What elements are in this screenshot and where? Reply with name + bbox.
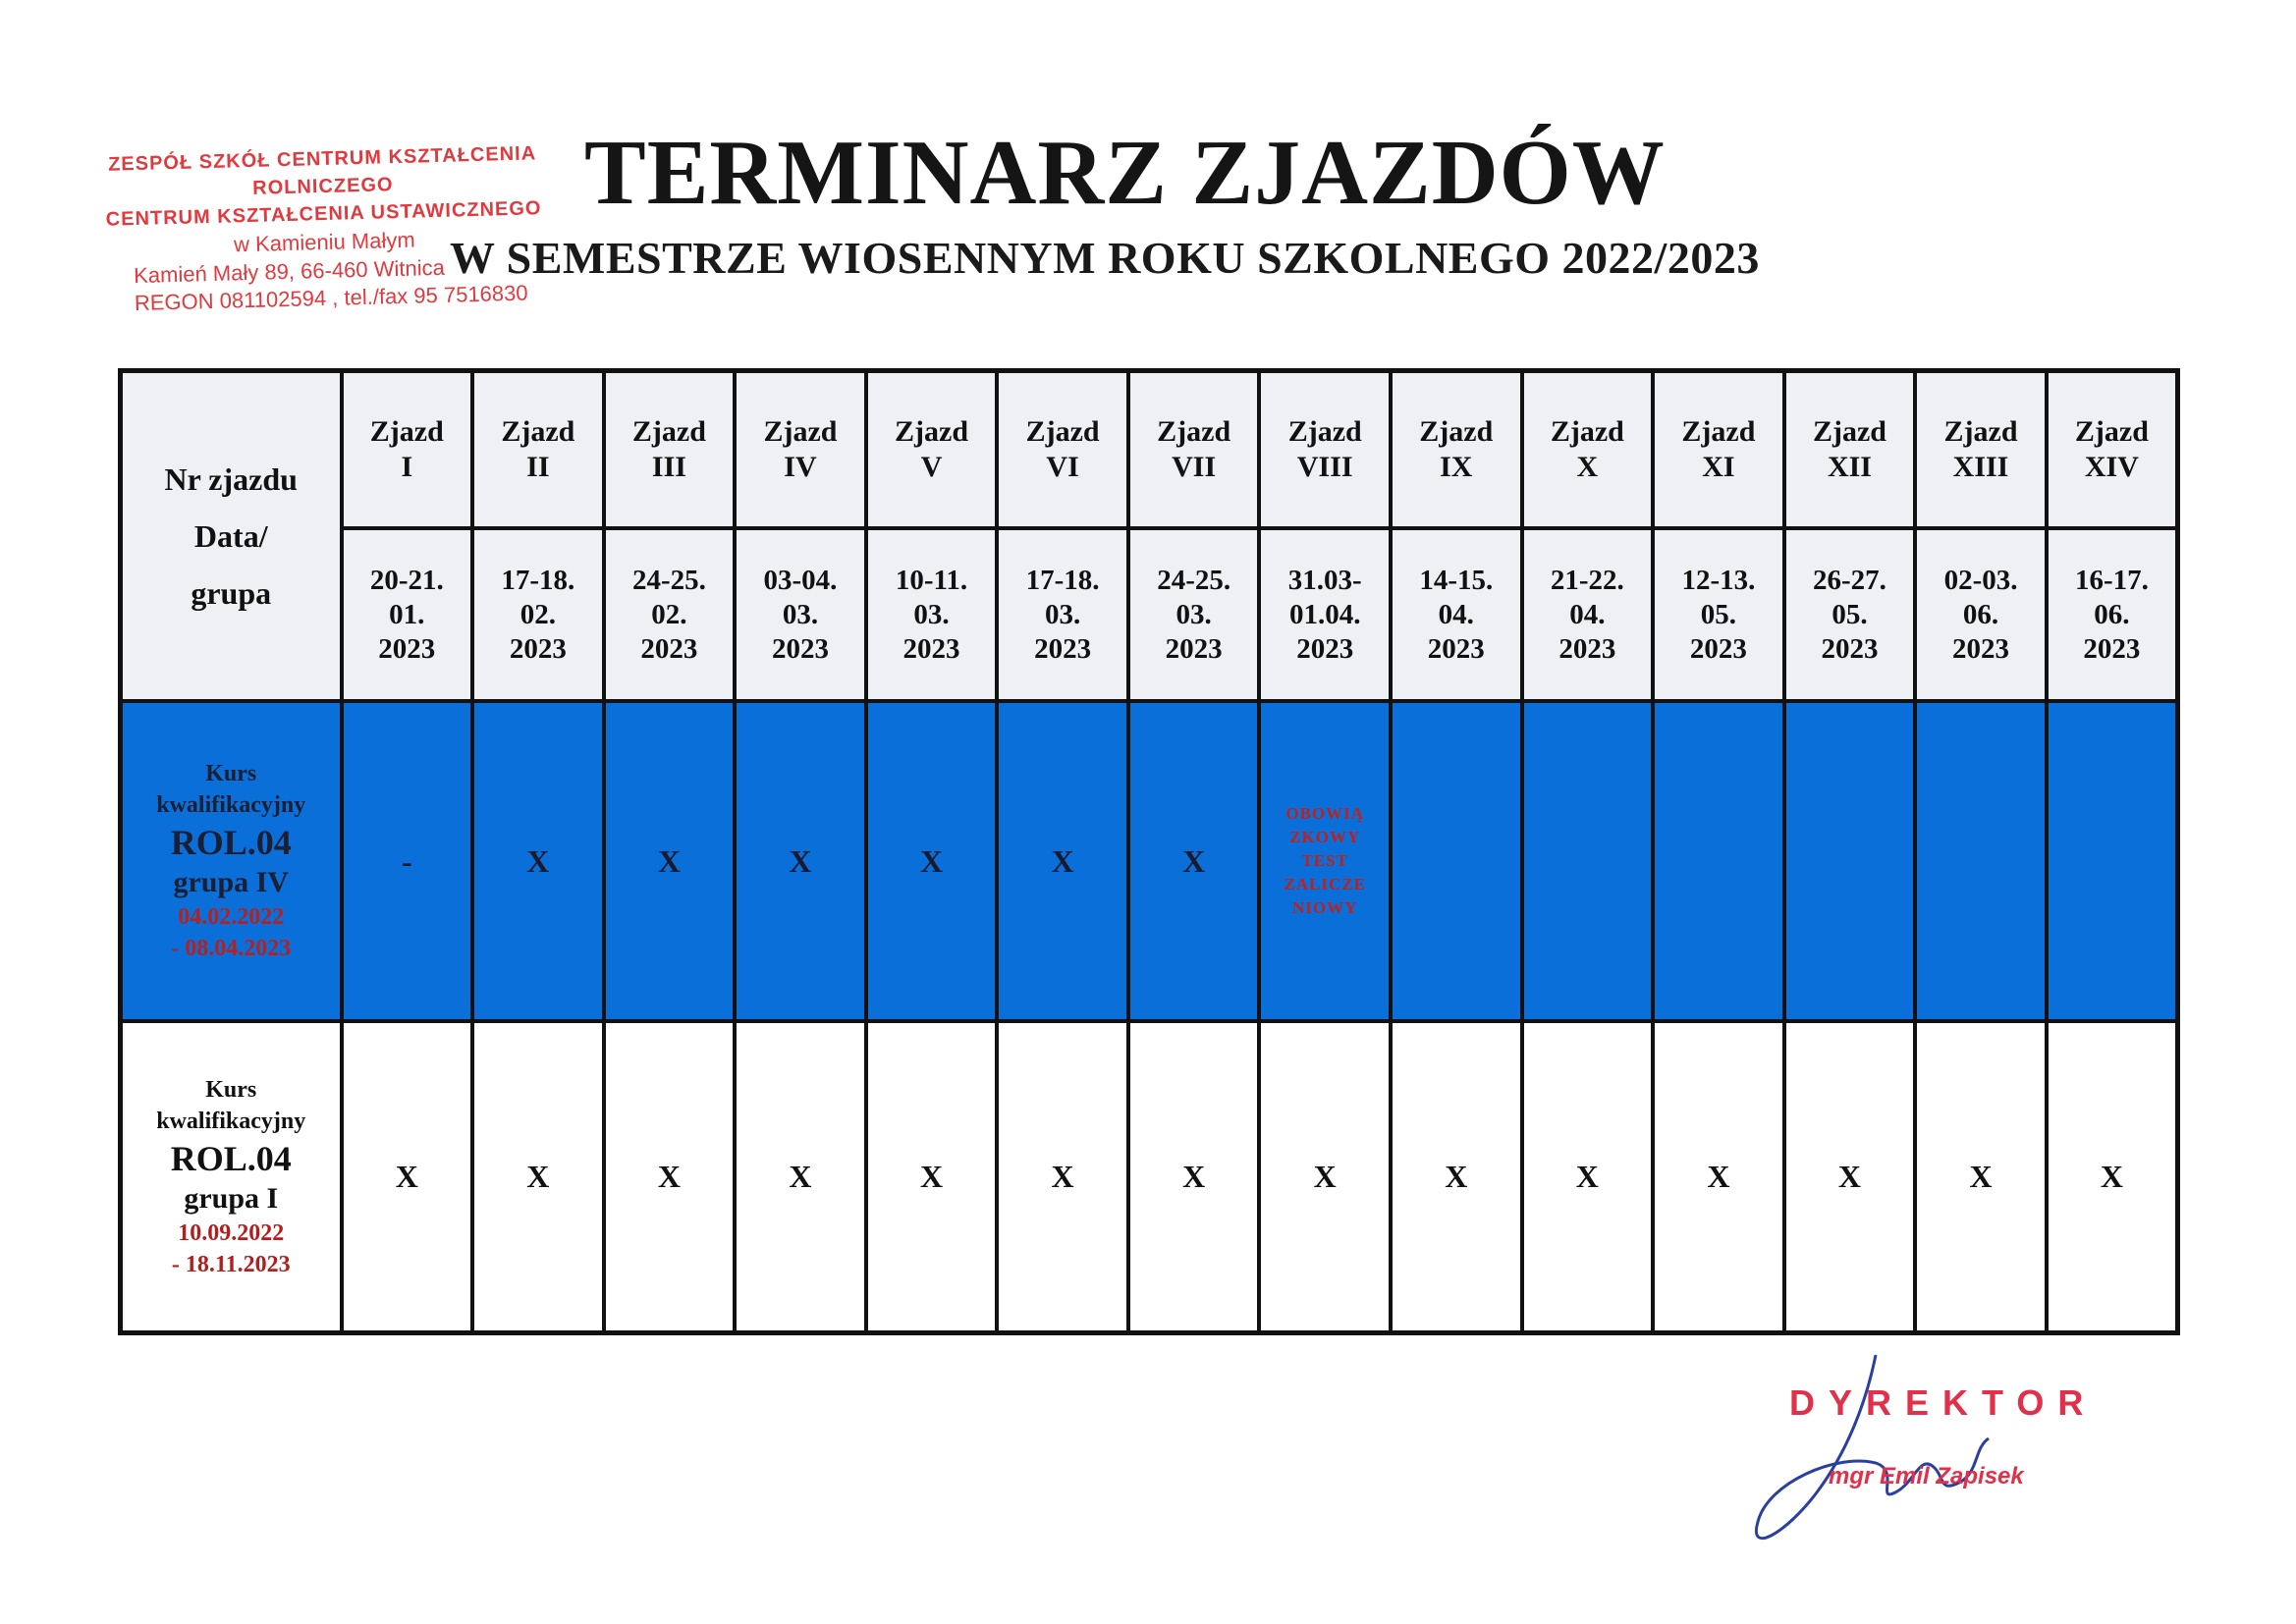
zjazd-header-1 — [342, 371, 473, 529]
zjazd-date-line-1: 24-25. — [1157, 564, 1231, 596]
attendance-cell — [1915, 1021, 2047, 1332]
zjazd-number: II — [526, 451, 550, 484]
zjazd-date-line-2: 06. — [2094, 598, 2130, 630]
zjazd-date-line-1: 31.03- — [1287, 564, 1362, 596]
corner-data: Data/ — [193, 517, 268, 554]
attendance-cell — [735, 701, 866, 1022]
zjazd-date-line-2: 03. — [913, 598, 950, 630]
group-date-start: 04.02.2022 — [178, 904, 285, 931]
stamp-line-2: CENTRUM KSZTAŁCENIA USTAWICZNEGO — [105, 197, 542, 231]
zjazd-date-line-3: 2023 — [1296, 632, 1354, 665]
attendance-cell — [866, 1021, 998, 1332]
exam-note-line: ZKOWY — [1289, 828, 1361, 847]
zjazd-number: IV — [784, 451, 817, 484]
attendance-mark: X — [1051, 1159, 1074, 1195]
zjazd-header-5 — [866, 371, 998, 529]
zjazd-header-9 — [1391, 371, 1522, 529]
page-subtitle: W SEMESTRZE WIOSENNYM ROKU SZKOLNEGO 2022/2023 — [450, 233, 1760, 283]
zjazd-date-2 — [472, 528, 604, 700]
zjazd-date-line-1: 20-21. — [369, 564, 444, 596]
attendance-cell — [2047, 1021, 2178, 1332]
group-row-i — [121, 1021, 2178, 1332]
signature-scribble — [1728, 1345, 2043, 1561]
zjazd-header-13 — [1915, 371, 2047, 529]
zjazd-date-line-3: 2023 — [378, 632, 436, 665]
attendance-mark: X — [919, 842, 944, 879]
zjazd-date-10 — [1522, 528, 1654, 700]
group-code: ROL.04 — [170, 1138, 292, 1178]
zjazd-number: VI — [1046, 451, 1079, 484]
zjazd-label: Zjazd — [1419, 415, 1494, 449]
zjazd-date-line-2: 01.04. — [1288, 598, 1361, 630]
header-row-dates — [121, 528, 2178, 700]
zjazd-label: Zjazd — [763, 415, 838, 449]
zjazd-date-line-3: 2023 — [2083, 632, 2141, 665]
header-row-zjazd — [121, 371, 2178, 529]
attendance-cell — [342, 701, 473, 1022]
zjazd-date-5 — [866, 528, 998, 700]
zjazd-label: Zjazd — [631, 415, 706, 449]
zjazd-number: XIV — [2084, 451, 2139, 484]
zjazd-date-line-1: 10-11. — [895, 564, 968, 596]
zjazd-number: I — [401, 451, 413, 484]
attendance-cell — [1915, 701, 2047, 1022]
zjazd-date-line-2: 05. — [1831, 598, 1868, 630]
attendance-cell — [997, 701, 1128, 1022]
attendance-mark: X — [395, 1159, 418, 1195]
zjazd-label: Zjazd — [1287, 415, 1362, 449]
attendance-mark: X — [1051, 842, 1074, 879]
corner-nr-zjazdu: Nr zjazdu — [164, 460, 298, 497]
attendance-cell — [1653, 1021, 1784, 1332]
attendance-cell — [866, 701, 998, 1022]
group-row-iv — [121, 701, 2178, 1022]
exam-note-line: TEST — [1301, 851, 1348, 871]
attendance-mark: X — [789, 1159, 812, 1195]
zjazd-header-11 — [1653, 371, 1784, 529]
zjazd-date-line-1: 02-03. — [1943, 564, 2018, 596]
zjazd-date-9 — [1391, 528, 1522, 700]
attendance-mark: X — [1313, 1159, 1337, 1195]
group-name: grupa IV — [173, 866, 290, 899]
exam-note-line: OBOWIĄ — [1285, 804, 1365, 824]
zjazd-date-line-3: 2023 — [771, 632, 829, 665]
zjazd-number: IX — [1440, 451, 1473, 484]
attendance-cell — [1391, 1021, 1522, 1332]
zjazd-date-line-3: 2023 — [1558, 632, 1616, 665]
group-label-cell — [121, 1021, 342, 1332]
stamp-line-5: REGON 081102594 , tel./fax 95 7516830 — [134, 280, 528, 316]
group-kurs-label: Kurs — [205, 761, 257, 787]
zjazd-number: XIII — [1952, 451, 2009, 484]
zjazd-number: XII — [1827, 451, 1872, 484]
attendance-cell — [1128, 1021, 1260, 1332]
zjazd-header-2 — [472, 371, 604, 529]
exam-note-line: ZALICZE — [1284, 875, 1366, 894]
zjazd-number: X — [1576, 451, 1599, 484]
attendance-cell — [1653, 701, 1784, 1022]
attendance-cell — [472, 1021, 604, 1332]
zjazd-label: Zjazd — [1681, 415, 1756, 449]
zjazd-number: V — [920, 451, 943, 484]
zjazd-label: Zjazd — [1812, 415, 1886, 449]
attendance-cell — [1391, 701, 1522, 1022]
group-code: ROL.04 — [170, 823, 292, 863]
zjazd-header-7 — [1128, 371, 1260, 529]
attendance-mark: X — [526, 1159, 550, 1195]
zjazd-header-14 — [2047, 371, 2178, 529]
zjazd-date-4 — [735, 528, 866, 700]
group-name: grupa I — [184, 1181, 279, 1215]
zjazd-date-8 — [1259, 528, 1391, 700]
zjazd-header-8 — [1259, 371, 1391, 529]
group-date-end: - 08.04.2023 — [171, 936, 292, 962]
attendance-mark: X — [1575, 1159, 1599, 1195]
zjazd-date-13 — [1915, 528, 2047, 700]
attendance-cell — [1522, 701, 1654, 1022]
zjazd-label: Zjazd — [1025, 415, 1100, 449]
attendance-cell — [1259, 1021, 1391, 1332]
attendance-mark: X — [2100, 1159, 2123, 1195]
zjazd-label: Zjazd — [1943, 415, 2018, 449]
attendance-cell — [1784, 701, 1916, 1022]
zjazd-date-line-1: 12-13. — [1681, 564, 1756, 596]
attendance-mark: X — [526, 842, 550, 879]
zjazd-number: VII — [1172, 451, 1217, 484]
zjazd-date-line-1: 17-18. — [501, 564, 575, 596]
zjazd-date-line-2: 01. — [389, 598, 425, 630]
attendance-mark: X — [1837, 1159, 1862, 1195]
zjazd-date-line-2: 02. — [651, 598, 687, 630]
zjazd-date-line-1: 17-18. — [1025, 564, 1100, 596]
zjazd-number: VIII — [1296, 451, 1353, 484]
zjazd-date-line-2: 03. — [1044, 598, 1081, 630]
attendance-mark: X — [1707, 1159, 1730, 1195]
attendance-cell — [997, 1021, 1128, 1332]
stamp-line-1: ZESPÓŁ SZKÓŁ CENTRUM KSZTAŁCENIA ROLNICZEGO — [107, 142, 537, 199]
zjazd-date-line-3: 2023 — [1689, 632, 1747, 665]
group-label-cell — [121, 701, 342, 1022]
zjazd-date-3 — [604, 528, 736, 700]
attendance-cell — [2047, 701, 2178, 1022]
attendance-mark: X — [1182, 842, 1206, 879]
zjazd-date-7 — [1128, 528, 1260, 700]
zjazd-date-1 — [342, 528, 473, 700]
zjazd-date-line-1: 16-17. — [2074, 564, 2149, 596]
attendance-cell — [1259, 701, 1391, 1022]
zjazd-date-line-3: 2023 — [1952, 632, 2010, 665]
zjazd-label: Zjazd — [501, 415, 575, 449]
attendance-cell — [604, 1021, 736, 1332]
attendance-cell — [1522, 1021, 1654, 1332]
group-kurs-type: kwalifikacyjny — [156, 1108, 306, 1134]
signature-name: mgr Emil Zapisek — [1829, 1463, 2024, 1489]
zjazd-date-11 — [1653, 528, 1784, 700]
zjazd-date-line-2: 03. — [1175, 598, 1212, 630]
zjazd-date-line-1: 21-22. — [1550, 564, 1624, 596]
attendance-mark: - — [401, 842, 412, 879]
zjazd-date-6 — [997, 528, 1128, 700]
attendance-cell — [342, 1021, 473, 1332]
attendance-mark: X — [1445, 1159, 1468, 1195]
signature-title: DYREKTOR — [1789, 1382, 2098, 1423]
zjazd-header-12 — [1784, 371, 1916, 529]
zjazd-date-12 — [1784, 528, 1916, 700]
schedule-table — [118, 368, 2180, 1335]
attendance-mark: X — [1969, 1159, 1993, 1195]
zjazd-date-line-2: 04. — [1438, 598, 1474, 630]
attendance-cell — [1784, 1021, 1916, 1332]
zjazd-header-3 — [604, 371, 736, 529]
group-kurs-type: kwalifikacyjny — [156, 792, 306, 819]
corner-grupa: grupa — [191, 574, 272, 611]
exam-note-line: NIOWY — [1292, 898, 1358, 918]
zjazd-label: Zjazd — [1157, 415, 1231, 449]
zjazd-date-line-1: 14-15. — [1419, 564, 1494, 596]
zjazd-date-line-1: 24-25. — [631, 564, 706, 596]
attendance-cell — [1128, 701, 1260, 1022]
zjazd-label: Zjazd — [2074, 415, 2149, 449]
school-stamp — [91, 139, 557, 318]
page-title: TERMINARZ ZJAZDÓW — [584, 122, 1666, 224]
zjazd-date-line-3: 2023 — [1821, 632, 1879, 665]
group-kurs-label: Kurs — [205, 1076, 257, 1103]
attendance-cell — [472, 701, 604, 1022]
attendance-mark: X — [657, 842, 681, 879]
zjazd-date-line-1: 03-04. — [763, 564, 838, 596]
stamp-line-3: w Kamieniu Małym — [233, 227, 415, 257]
zjazd-date-line-3: 2023 — [1427, 632, 1485, 665]
zjazd-date-line-2: 04. — [1569, 598, 1606, 630]
zjazd-date-line-3: 2023 — [1165, 632, 1223, 665]
zjazd-date-line-3: 2023 — [902, 632, 960, 665]
zjazd-date-line-3: 2023 — [509, 632, 567, 665]
attendance-cell — [604, 701, 736, 1022]
attendance-mark: X — [1182, 1159, 1206, 1195]
zjazd-date-line-2: 03. — [782, 598, 819, 630]
corner-cell — [121, 371, 342, 701]
group-date-end: - 18.11.2023 — [171, 1251, 291, 1277]
zjazd-date-line-2: 05. — [1700, 598, 1737, 630]
attendance-cell — [735, 1021, 866, 1332]
zjazd-header-4 — [735, 371, 866, 529]
zjazd-label: Zjazd — [1550, 415, 1624, 449]
zjazd-number: III — [651, 451, 686, 484]
attendance-mark: X — [657, 1159, 681, 1195]
attendance-mark: X — [789, 842, 812, 879]
attendance-mark: X — [919, 1159, 944, 1195]
zjazd-label: Zjazd — [369, 415, 444, 449]
stamp-line-4: Kamień Mały 89, 66-460 Witnica — [133, 254, 446, 289]
zjazd-date-line-3: 2023 — [640, 632, 698, 665]
zjazd-header-10 — [1522, 371, 1654, 529]
zjazd-date-line-2: 02. — [519, 598, 556, 630]
zjazd-date-14 — [2047, 528, 2178, 700]
zjazd-date-line-3: 2023 — [1034, 632, 1092, 665]
zjazd-number: XI — [1702, 451, 1735, 484]
zjazd-label: Zjazd — [895, 415, 969, 449]
zjazd-date-line-1: 26-27. — [1813, 564, 1886, 596]
zjazd-header-6 — [997, 371, 1128, 529]
zjazd-date-line-2: 06. — [1962, 598, 1999, 630]
group-date-start: 10.09.2022 — [178, 1219, 285, 1246]
